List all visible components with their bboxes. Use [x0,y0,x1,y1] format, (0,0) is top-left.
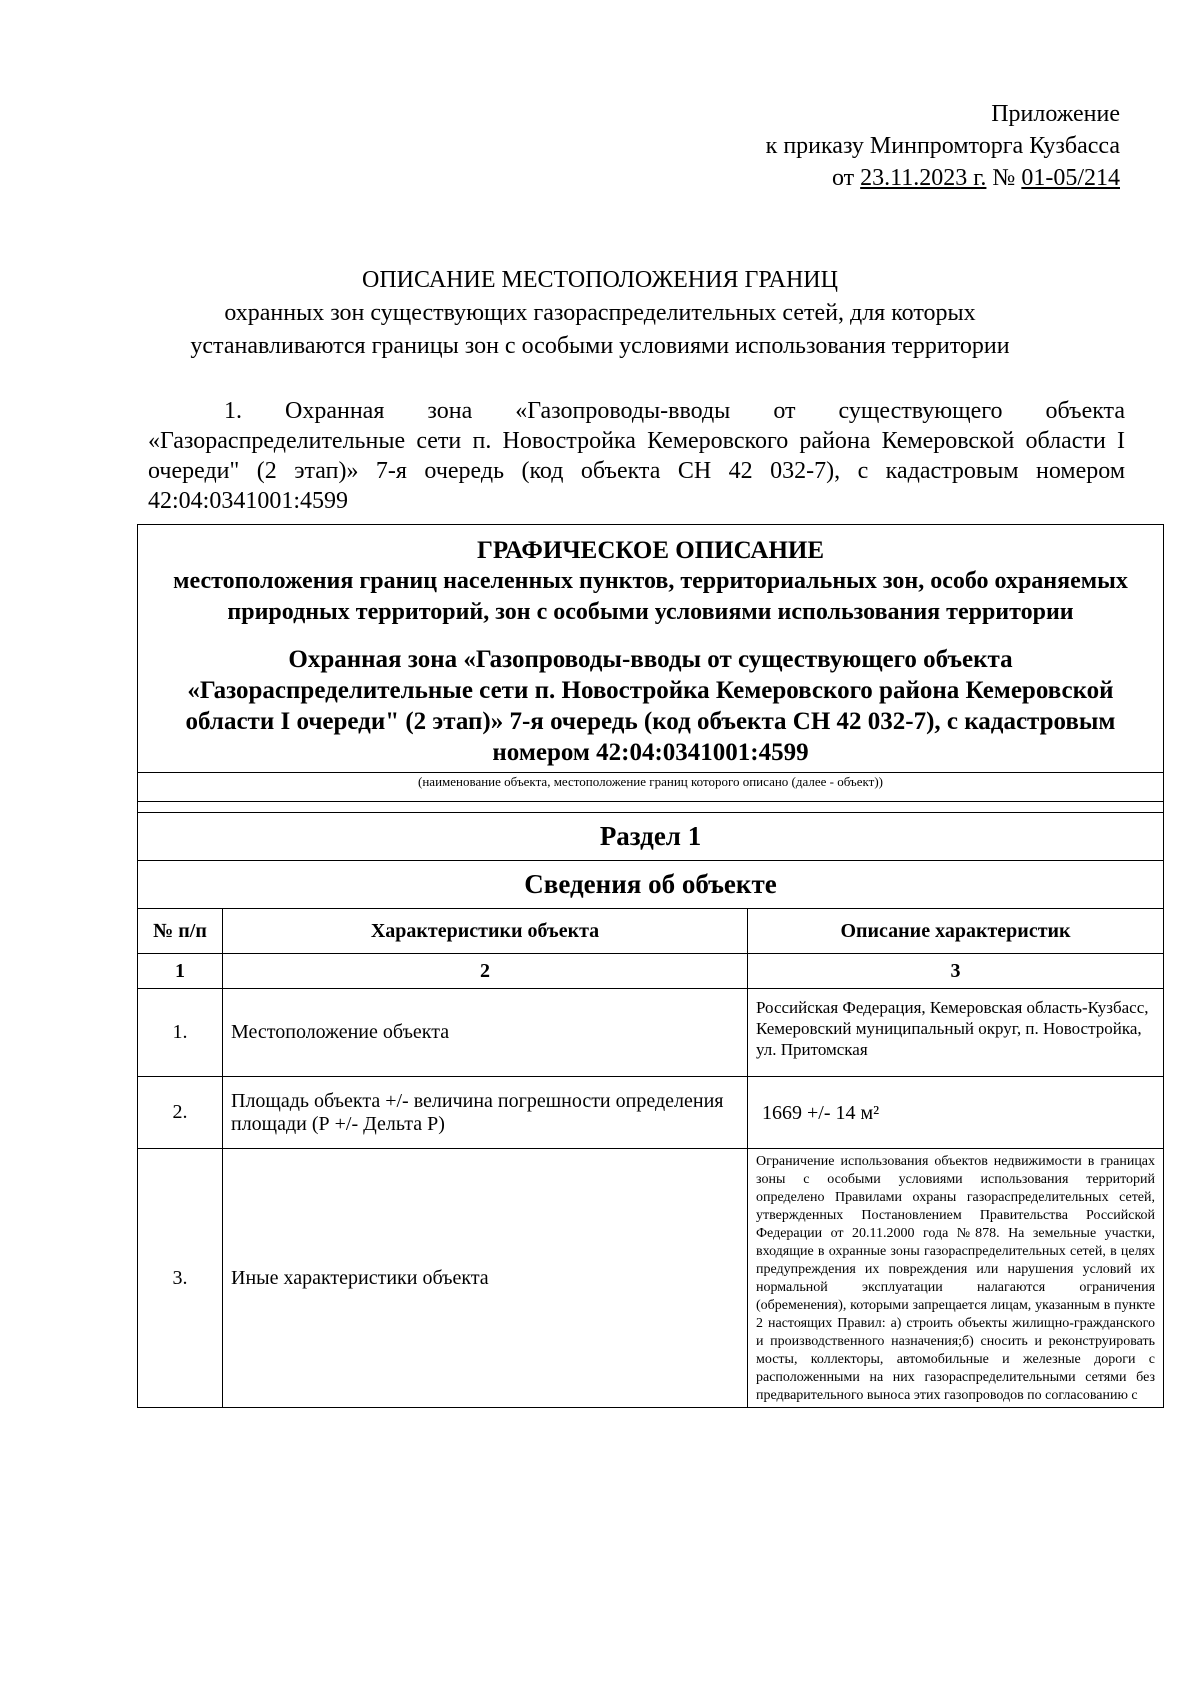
spacer-cell [138,802,1164,813]
row-characteristic: Площадь объекта +/- величина погрешности определения площади (Р +/- Дельта Р) [223,1077,748,1149]
spacer-row [138,802,1164,813]
graphic-header-cell [138,525,1164,773]
column-number-row [138,954,1164,989]
document-subtitle-line-1: охранных зон существующих газораспределительных сетей, для которых [224,300,976,326]
table-row [138,989,1164,1077]
table-row [138,1077,1164,1149]
section-subtitle: Сведения об объекте [138,861,1164,909]
header-characteristics: Характеристики объекта [223,909,748,954]
column-number-2: 2 [223,954,748,989]
row-description: Российская Федерация, Кемеровская область-Кузбасс, Кемеровский муниципальный округ, п. Новостройка, ул. Притомская [748,989,1164,1077]
section-title: Раздел 1 [138,813,1164,861]
column-number-1: 1 [138,954,223,989]
row-characteristic: Местоположение объекта [223,989,748,1077]
graphic-header-row [138,525,1164,773]
document-title-block [130,264,1070,363]
object-caption: (наименование объекта, местоположение границ которого описано (далее - объект)) [418,774,884,789]
row-characteristic: Иные характеристики объекта [223,1149,748,1408]
column-number-3: 3 [748,954,1164,989]
order-date: 23.11.2023 г. [860,165,987,191]
intro-paragraph [148,396,1125,516]
date-prefix: от [832,165,861,191]
header-description: Описание характеристик [748,909,1164,954]
object-name: Охранная зона «Газопроводы-вводы от существующего объекта «Газораспределительные сети п. Новостройка Кемеровского района Кемеровской области I очереди" (2 этап)» 7-я очередь (код объекта СН 42 032-7), с кадастровым номером 42:04:0341001:4599 [185,646,1116,766]
section-title-row [138,813,1164,861]
appendix-title: Приложение [991,101,1120,127]
row-description: 1669 +/- 14 м² [748,1077,1164,1149]
table-header-row [138,909,1164,954]
header-number: № п/п [138,909,223,954]
appendix-order: к приказу Минпромторга Кузбасса [765,133,1120,159]
document-subtitle-line-2: устанавливаются границы зон с особыми условиями использования территории [190,333,1010,359]
row-description: Ограничение использования объектов недвижимости в границах зоны с особыми условиями использования территорий определено Правилами охраны газораспределительных сетей, утвержденных Постановлением Правительства Российской Федерации от 20.11.2000 года №878. На земельные участки, входящие в охранные зоны газораспределительных сетей, в целях предупреждения их повреждения или нарушения условий их нормальной эксплуатации налагаются ограничения (обременения), которыми запрещается лицам, указанным в пункте 2 настоящих Правил: а) строить объекты жилищно-гражданского и производственного назначения;б) сносить и реконструировать мосты, коллекторы, автомобильные и железные дороги с расположенными на них газораспределительными сетями без предварительного выноса этих газопроводов по согласованию с [748,1149,1164,1408]
graphic-heading: ГРАФИЧЕСКОЕ ОПИСАНИЕ [476,537,825,564]
caption-row [138,773,1164,802]
graphic-subheading: местоположения границ населенных пунктов, территориальных зон, особо охраняемых природных территорий, зон с особыми условиями использования территории [173,568,1128,625]
intro-text: 1. Охранная зона «Газопроводы-вводы от существующего объекта «Газораспределительные сети п. Новостройка Кемеровского района Кемеровской области I очереди" (2 этап)» 7-я очередь (код объекта СН 42 032-7), с кадастровым номером 42:04:0341001:4599 [148,398,1125,514]
row-number: 2. [138,1077,223,1149]
appendix-date-line [766,162,1120,194]
row-number: 3. [138,1149,223,1408]
number-prefix: № [986,165,1022,191]
graphic-description-table [137,524,1164,1408]
table-row [138,1149,1164,1408]
document-title: ОПИСАНИЕ МЕСТОПОЛОЖЕНИЯ ГРАНИЦ [362,267,838,293]
row-number: 1. [138,989,223,1077]
caption-cell [138,773,1164,802]
order-number: 01-05/214 [1021,165,1120,191]
appendix-block [766,98,1120,194]
section-subtitle-row [138,861,1164,909]
